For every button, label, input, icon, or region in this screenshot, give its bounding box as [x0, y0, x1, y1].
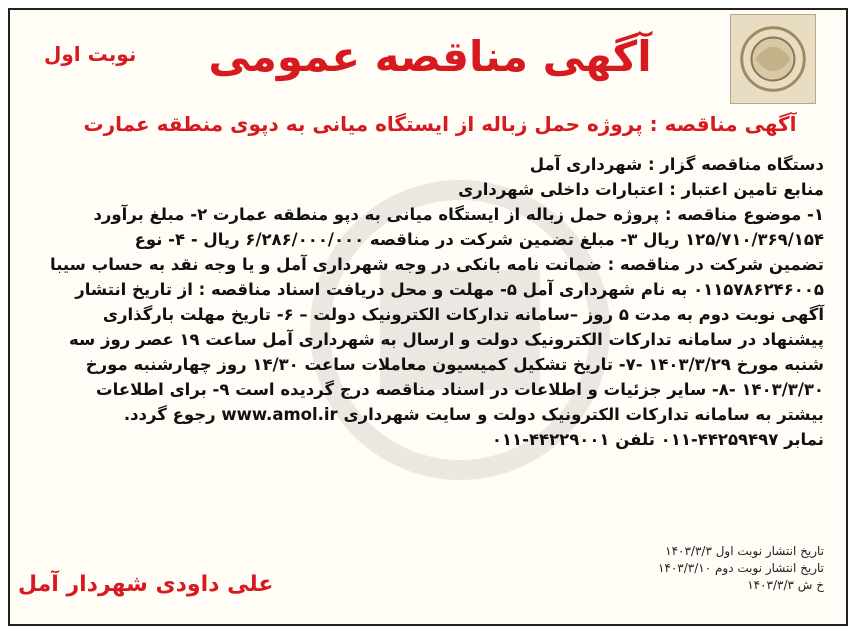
body-line: ۱۴۰۳/۳/۳۰ -۸- سایر جزئیات و اطلاعات در اسناد مناقصه درج گردیده است ۹- برای اطلاعات — [96, 380, 824, 399]
body-line-funding: منابع تامین اعتبار : اعتبارات داخلی شهرداری — [458, 180, 824, 199]
municipality-logo — [730, 14, 816, 104]
ad-body — [34, 152, 824, 452]
logo-emblem-icon — [731, 15, 815, 103]
body-line-organizer: دستگاه مناقصه گزار : شهرداری آمل — [529, 155, 824, 174]
body-line: آگهی نوبت دوم به مدت ۵ روز –سامانه تدارکات الکترونیک دولت – ۶- تاریخ مهلت بارگذاری — [102, 305, 824, 324]
body-line-website: بیشتر به سامانه تدارکات الکترونیک دولت و سایت شهرداری www.amol.ir رجوع گردد. — [123, 405, 824, 424]
first-publication-date: تاریخ انتشار نوبت اول ۱۴۰۳/۳/۳ — [665, 544, 824, 558]
page-title: آگهی مناقصه عمومی — [208, 32, 652, 81]
body-line: تضمین شرکت در مناقصه : ضمانت نامه بانکی در وجه شهرداری آمل و یا وجه نقد به حساب سیبا — [50, 255, 824, 274]
body-line: ۱۲۵/۷۱۰/۳۶۹/۱۵۴ ریال ۳- مبلغ تضمین شرکت در مناقصه ۶/۲۸۶/۰۰۰/۰۰۰ ریال - ۴- نوع — [134, 230, 824, 249]
publication-round: نوبت اول — [44, 42, 137, 66]
body-line: شنبه مورخ ۱۴۰۳/۳/۲۹ -۷- تاریخ تشکیل کمیسیون معاملات ساعت ۱۴/۳۰ روز چهارشنبه مورخ — [85, 355, 824, 374]
body-line: ۱- موضوع مناقصه : پروژه حمل زباله از ایستگاه میانی به دپو منطقه عمارت ۲- مبلغ برآورد — [93, 205, 824, 224]
ad-subtitle: آگهی مناقصه : پروژه حمل زباله از ایستگاه میانی به دپوی منطقه عمارت — [83, 112, 797, 136]
publication-dates — [524, 543, 824, 594]
signature: علی داودی شهردار آمل — [18, 572, 274, 597]
body-line: ۰۱۱۵۷۸۶۲۴۶۰۰۵ به نام شهرداری آمل ۵- مهلت و محل دریافت اسناد مناقصه : از تاریخ انتشار — [75, 280, 824, 299]
body-line-contact: نمابر ۴۴۲۵۹۴۹۷-۰۱۱ تلفن ۴۴۲۲۹۰۰۱-۰۱۱ — [491, 430, 824, 449]
code-date: خ ش ۱۴۰۳/۳/۳ — [747, 578, 824, 592]
second-publication-date: تاریخ انتشار نوبت دوم ۱۴۰۳/۳/۱۰ — [657, 561, 824, 575]
body-line: پیشنهاد در سامانه تدارکات الکترونیک دولت و ارسال به شهرداری آمل ساعت ۱۹ عصر روز سه — [68, 330, 824, 349]
